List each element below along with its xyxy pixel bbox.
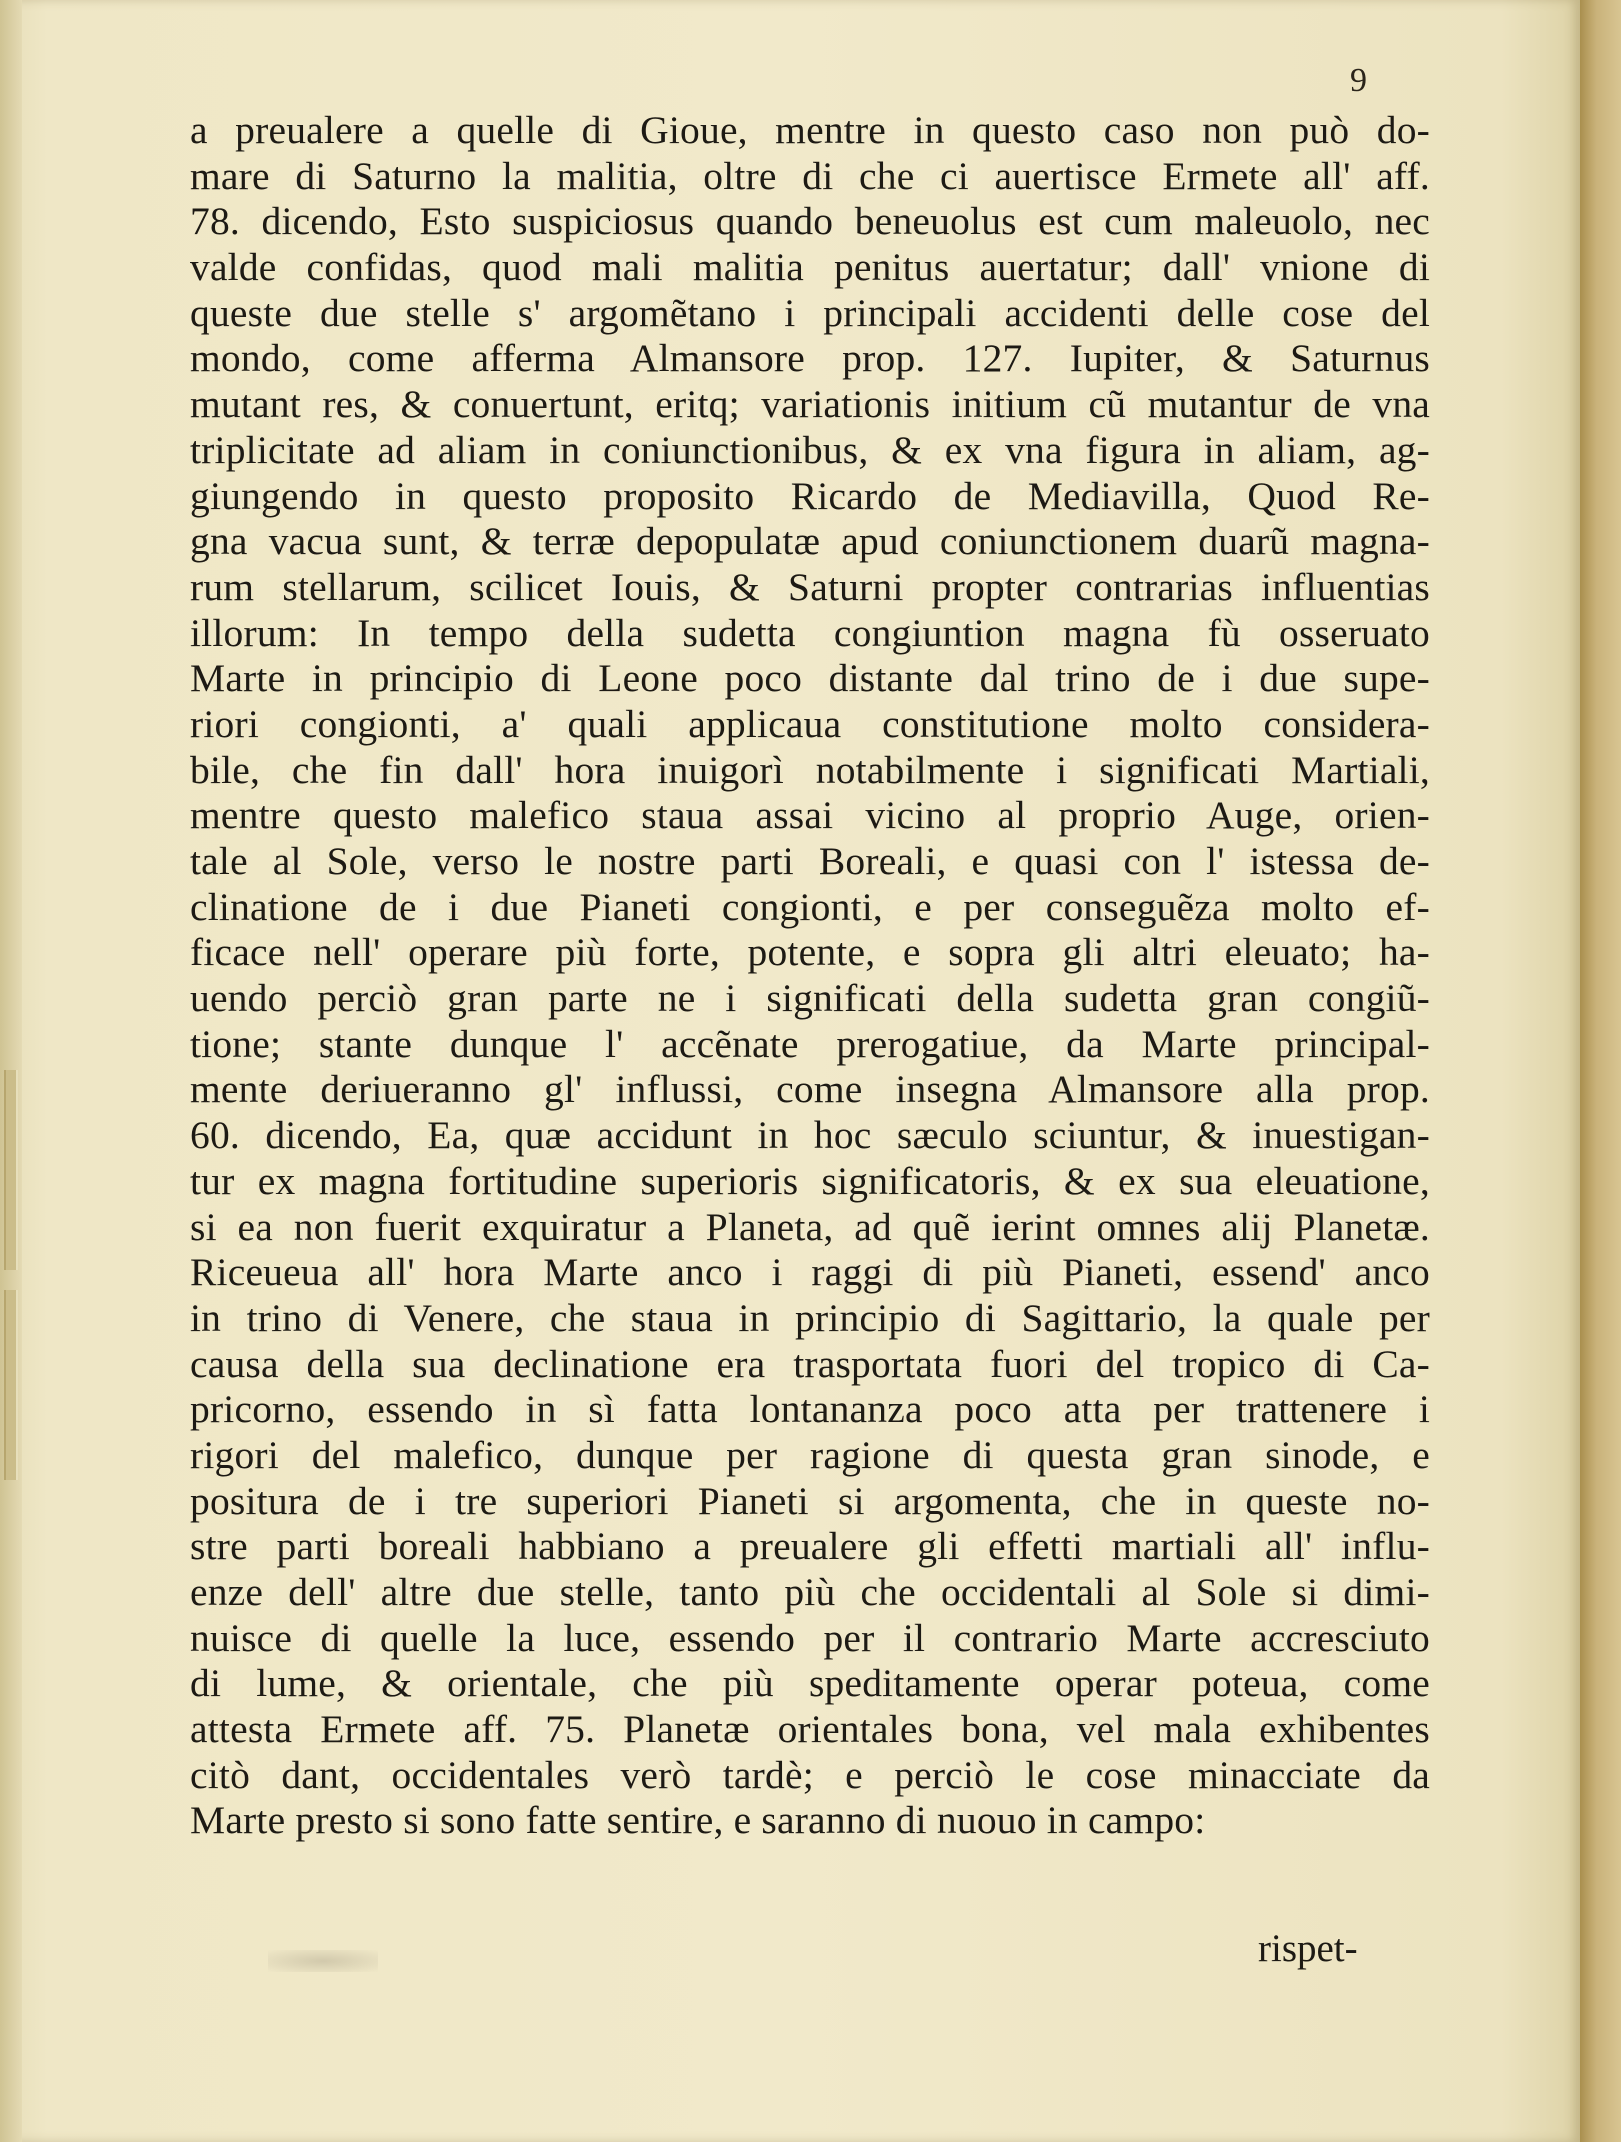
text-line: riori congionti, a' quali applicaua constitutione molto considera- [190,701,1430,746]
text-line: Marte presto si sono fatte sentire, e saranno di nuouo in campo: [190,1798,1206,1843]
catchword: rispet- [1258,1927,1358,1970]
body-text [190,108,1430,1844]
text-line: Marte in principio di Leone poco distante dal trino de i due supe- [190,656,1430,701]
text-line: nuisce di quelle la luce, essendo per il contrario Marte accresciuto [190,1615,1430,1660]
binding-strip [0,0,22,2142]
text-line: pricorno, essendo in sì fatta lontananza poco atta per trattenere i [190,1387,1430,1432]
text-line: triplicitate ad aliam in coniunctionibus, & ex vna figura in aliam, ag- [190,427,1430,472]
text-line: giungendo in questo proposito Ricardo de Mediavilla, Quod Re- [190,473,1430,518]
binding-thread [4,1290,18,1480]
text-line: illorum: In tempo della sudetta congiuntion magna fù osseruato [190,610,1430,655]
text-line: in trino di Venere, che staua in principio di Sagittario, la quale per [190,1295,1430,1340]
text-line: si ea non fuerit exquiratur a Planeta, ad quẽ ierint omnes alij Planetæ. [190,1204,1430,1249]
text-line: tione; stante dunque l' accẽnate prerogatiue, da Marte principal- [190,1021,1430,1066]
text-line: 60. dicendo, Ea, quæ accidunt in hoc sæculo sciuntur, & inuestigan- [190,1113,1430,1158]
text-line: tur ex magna fortitudine superioris significatoris, & ex sua eleuatione, [190,1158,1430,1203]
text-line: gna vacua sunt, & terræ depopulatæ apud coniunctionem duarũ magna- [190,519,1430,564]
text-line: citò dant, occidentales verò tardè; e perciò le cose minacciate da [190,1752,1430,1797]
text-line: enze dell' altre due stelle, tanto più che occidentali al Sole si dimi- [190,1570,1430,1614]
text-line: tale al Sole, verso le nostre parti Boreali, e quasi con l' istessa de- [190,839,1430,883]
text-line: di lume, & orientale, che più speditamente operar poteua, come [190,1661,1430,1706]
text-line: 78. dicendo, Esto suspiciosus quando beneuolus est cum maleuolo, nec [190,199,1430,244]
text-line: bile, che fin dall' hora inuigorì notabilmente i significati Martiali, [190,747,1430,792]
text-line: valde confidas, quod mali malitia penitus auertatur; dall' vnione di [190,245,1430,290]
text-line: positura de i tre superiori Pianeti si argomenta, che in queste no- [190,1478,1430,1523]
text-line: attesta Ermete aff. 75. Planetæ orientales bona, vel mala exhibentes [190,1707,1430,1752]
text-line: mentre questo malefico staua assai vicino al proprio Auge, orien- [190,793,1430,838]
text-line: a preualere a quelle di Gioue, mentre in questo caso non può do- [190,108,1430,152]
page-number: 9 [1350,62,1367,99]
text-line: Riceueua all' hora Marte anco i raggi di più Pianeti, essend' anco [190,1250,1430,1295]
text-line: mente deriueranno gl' influssi, come insegna Almansore alla prop. [190,1067,1430,1112]
text-line: uendo perciò gran parte ne i significati della sudetta gran congiũ- [190,976,1430,1021]
text-line: rum stellarum, scilicet Iouis, & Saturni propter contrarias influentias [190,564,1430,609]
text-line: queste due stelle s' argomẽtano i principali accidenti delle cose del [190,290,1430,335]
text-line: mondo, come afferma Almansore prop. 127. Iupiter, & Saturnus [190,336,1430,381]
ink-smudge [268,1950,378,1972]
text-line: causa della sua declinatione era trasportata fuori del tropico di Ca- [190,1341,1430,1386]
text-line: mare di Saturno la malitia, oltre di che ci auertisce Ermete all' aff. [190,153,1430,198]
text-line: ficace nell' operare più forte, potente, e sopra gli altri eleuato; ha- [190,930,1430,975]
text-line: clinatione de i due Pianeti congionti, e per conseguẽza molto ef- [190,884,1430,929]
page-edge [1580,0,1621,2142]
text-line: mutant res, & conuertunt, eritq; variationis initium cũ mutantur de vna [190,382,1430,427]
text-line: stre parti boreali habbiano a preualere gli effetti martiali all' influ- [190,1524,1430,1569]
text-line: rigori del malefico, dunque per ragione di questa gran sinode, e [190,1432,1430,1477]
binding-thread [4,1070,18,1270]
